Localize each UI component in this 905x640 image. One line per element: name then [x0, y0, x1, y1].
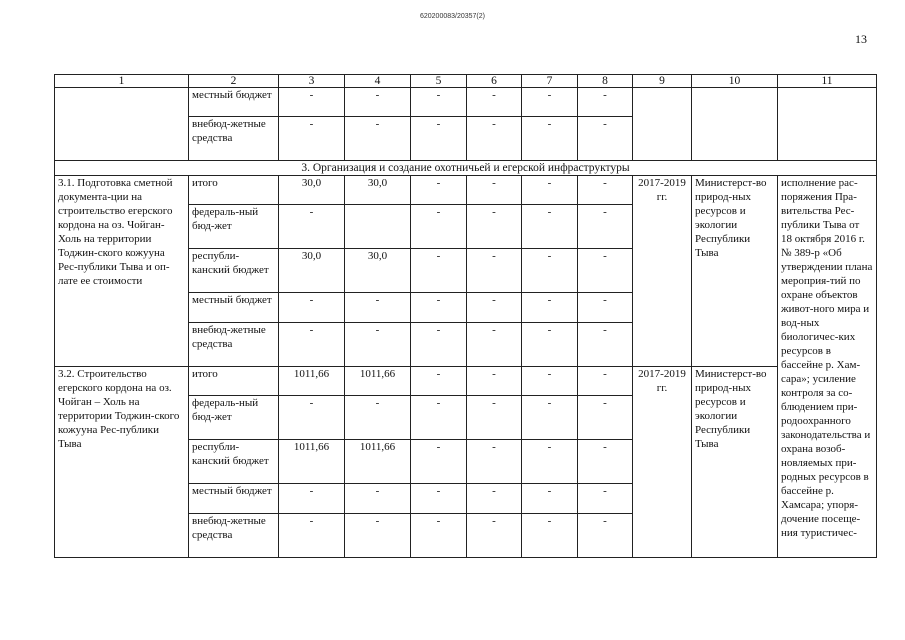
value-cell: -: [522, 293, 578, 323]
column-header: 5: [411, 75, 467, 88]
value-cell: -: [578, 396, 633, 440]
continuation-period-cell: [633, 88, 692, 161]
value-cell: -: [279, 323, 345, 367]
value-cell: -: [578, 205, 633, 249]
activity-name: 3.1. Подготовка сметной документа-ции на строительство егерского кордона на оз. Чойган-Холь на территории Тоджин-ского кожууна Рес-публики Тыва и оп-лате ее стоимости: [55, 176, 189, 367]
budget-category: внебюд-жетные средства: [189, 117, 279, 161]
column-header: 3: [279, 75, 345, 88]
budget-category: федераль-ный бюд-жет: [189, 396, 279, 440]
value-cell: -: [522, 367, 578, 396]
value-cell: -: [467, 484, 522, 514]
value-cell: -: [522, 176, 578, 205]
budget-category: местный бюджет: [189, 484, 279, 514]
budget-category: местный бюджет: [189, 88, 279, 117]
value-cell: 1011,66: [345, 440, 411, 484]
value-cell: -: [279, 117, 345, 161]
value-cell: -: [467, 514, 522, 558]
value-cell: -: [467, 440, 522, 484]
continuation-note-cell: [778, 88, 877, 161]
value-cell: -: [279, 205, 345, 249]
ministry-cell: Министерст-во природ-ных ресурсов и экологии Республики Тыва: [692, 367, 778, 558]
budget-category: итого: [189, 176, 279, 205]
section-title: 3. Организация и создание охотничьей и егерской инфраструктуры: [55, 161, 877, 176]
value-cell: 1011,66: [279, 440, 345, 484]
value-cell: -: [522, 440, 578, 484]
value-cell: -: [467, 176, 522, 205]
value-cell: -: [522, 88, 578, 117]
budget-category: итого: [189, 367, 279, 396]
value-cell: -: [467, 293, 522, 323]
value-cell: -: [522, 117, 578, 161]
value-cell: -: [279, 88, 345, 117]
value-cell: -: [411, 249, 467, 293]
column-header: 1: [55, 75, 189, 88]
value-cell: -: [345, 117, 411, 161]
column-header: 9: [633, 75, 692, 88]
column-header: 4: [345, 75, 411, 88]
value-cell: -: [522, 484, 578, 514]
value-cell: -: [345, 323, 411, 367]
value-cell: -: [411, 323, 467, 367]
document-id: 620200083/20357(2): [419, 13, 485, 20]
value-cell: -: [467, 205, 522, 249]
value-cell: -: [411, 396, 467, 440]
value-cell: -: [522, 205, 578, 249]
value-cell: -: [279, 514, 345, 558]
activity-name: 3.2. Строительство егерского кордона на оз. Чойган – Холь на территории Тоджин-ского кожууна Рес-публики Тыва: [55, 367, 189, 558]
value-cell: -: [411, 205, 467, 249]
value-cell: -: [467, 396, 522, 440]
period-cell: 2017-2019 гг.: [633, 176, 692, 367]
value-cell: -: [411, 176, 467, 205]
value-cell: -: [578, 367, 633, 396]
value-cell: -: [578, 440, 633, 484]
value-cell: 1011,66: [279, 367, 345, 396]
value-cell: -: [345, 396, 411, 440]
column-header: 7: [522, 75, 578, 88]
value-cell: -: [522, 249, 578, 293]
column-header: 11: [778, 75, 877, 88]
value-cell: -: [279, 484, 345, 514]
value-cell: -: [578, 484, 633, 514]
program-table: [54, 74, 877, 558]
continuation-ministry-cell: [692, 88, 778, 161]
budget-category: федераль-ный бюд-жет: [189, 205, 279, 249]
value-cell: 1011,66: [345, 367, 411, 396]
value-cell: -: [345, 484, 411, 514]
value-cell: -: [467, 367, 522, 396]
value-cell: -: [578, 293, 633, 323]
continuation-name-cell: [55, 88, 189, 161]
ministry-cell: Министерст-во природ-ных ресурсов и экологии Республики Тыва: [692, 176, 778, 367]
value-cell: 30,0: [345, 249, 411, 293]
budget-category: республи-канский бюджет: [189, 440, 279, 484]
value-cell: -: [345, 88, 411, 117]
value-cell: -: [411, 88, 467, 117]
value-cell: -: [411, 440, 467, 484]
value-cell: -: [522, 323, 578, 367]
column-header: 10: [692, 75, 778, 88]
value-cell: -: [467, 249, 522, 293]
value-cell: -: [467, 88, 522, 117]
page-number: 13: [855, 32, 867, 46]
column-header: 8: [578, 75, 633, 88]
value-cell: -: [522, 396, 578, 440]
value-cell: -: [578, 514, 633, 558]
budget-category: внебюд-жетные средства: [189, 323, 279, 367]
note-cell: исполнение рас-поряжения Пра-вительства Рес-публики Тыва от 18 октября 2016 г. № 389-р «Об утверждении плана мероприя-тий по охране объектов живот-ного мира и вод-ных биологичес-ких ресурсов в бассейне р. Хам-сара»; усиление контроля за со-блюдением при-родоохранного законодательства и охрана возоб-новляемых при-родных ресурсов в бассейне р. Хамсара; упоря-дочение посеще-ния туристичес-: [778, 176, 877, 558]
value-cell: -: [411, 117, 467, 161]
value-cell: -: [411, 484, 467, 514]
budget-category: внебюд-жетные средства: [189, 514, 279, 558]
column-header: 2: [189, 75, 279, 88]
value-cell: -: [279, 396, 345, 440]
period-cell: 2017-2019 гг.: [633, 367, 692, 558]
value-cell: -: [411, 293, 467, 323]
value-cell: 30,0: [279, 176, 345, 205]
value-cell: -: [522, 514, 578, 558]
value-cell: -: [578, 88, 633, 117]
value-cell: [345, 205, 411, 249]
value-cell: -: [578, 323, 633, 367]
value-cell: 30,0: [279, 249, 345, 293]
value-cell: -: [345, 514, 411, 558]
value-cell: -: [411, 367, 467, 396]
value-cell: -: [467, 323, 522, 367]
value-cell: 30,0: [345, 176, 411, 205]
value-cell: -: [345, 293, 411, 323]
value-cell: -: [578, 249, 633, 293]
column-header: 6: [467, 75, 522, 88]
value-cell: -: [467, 117, 522, 161]
budget-category: местный бюджет: [189, 293, 279, 323]
value-cell: -: [279, 293, 345, 323]
value-cell: -: [578, 117, 633, 161]
value-cell: -: [578, 176, 633, 205]
budget-category: республи-канский бюджет: [189, 249, 279, 293]
value-cell: -: [411, 514, 467, 558]
